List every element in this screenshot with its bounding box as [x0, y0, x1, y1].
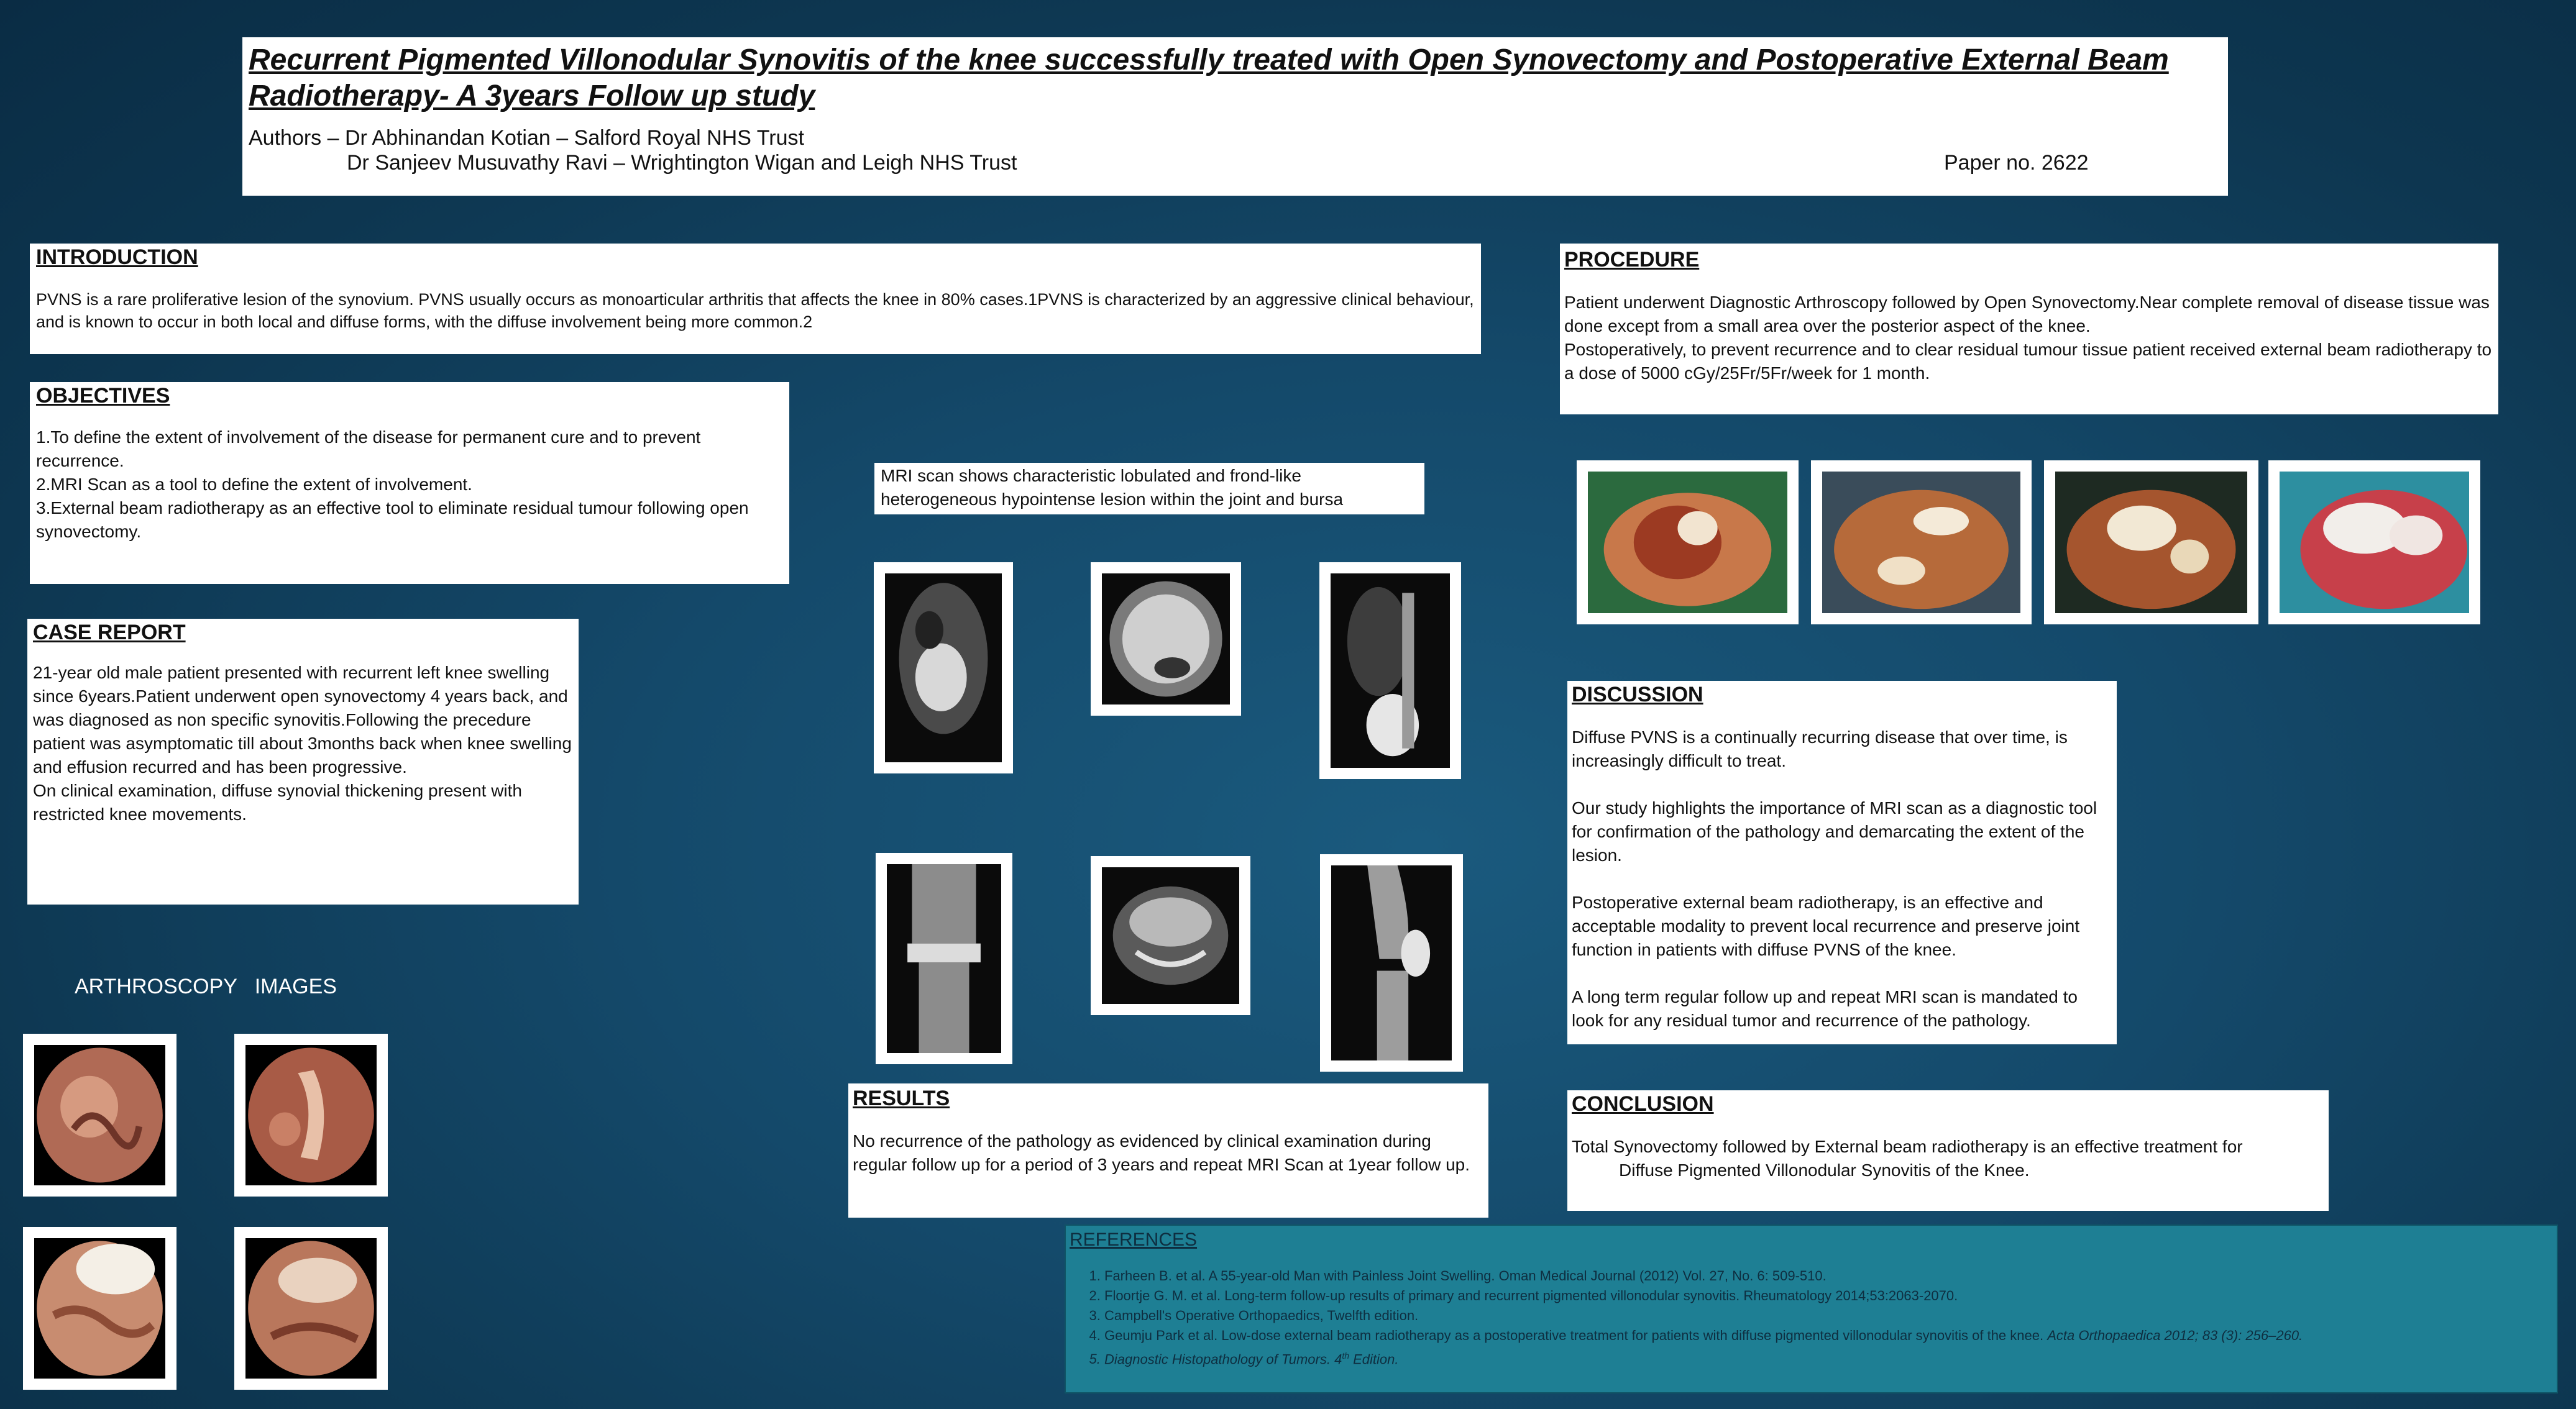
case-report-text: 21-year old male patient presented with recurrent left knee swelling since 6years.Patient underwent open synovectomy 4 years back, and was diagnosed as non specific synovitis.Following the precedure patient was asymptomatic till about 3months back when knee swelling and effusion recurred and has been progressive. On clinical examination, diffuse synovial thickening present with restricted knee movements. [33, 663, 572, 824]
mri-scan-icon [1102, 573, 1230, 704]
procedure-title: PROCEDURE [1564, 248, 1700, 271]
case-report-panel [27, 619, 579, 905]
reference-text-tail: Edition. [1349, 1351, 1399, 1367]
reference-item: 2. Floortje G. M. et al. Long-term follow-up results of primary and recurrent pigmented villonodular synovitis. Rheumatology 2014;53:2063-2070. [1104, 1286, 2553, 1306]
objectives-text: 1.To define the extent of involvement of the disease for permanent cure and to prevent recurrence. 2.MRI Scan as a tool to define the extent of involvement. 3.External beam radiotherapy as an effective tool to eliminate residual tumour following open synovectomy. [36, 427, 749, 541]
conclusion-line-1: Total Synovectomy followed by External beam radiotherapy is an effective treatment for [1572, 1137, 2243, 1156]
mri-image-6 [1320, 854, 1463, 1072]
references-title: REFERENCES [1070, 1229, 1198, 1250]
arthroscopy-image-3 [23, 1227, 176, 1390]
results-text: No recurrence of the pathology as evidenced by clinical examination during regular follow up for a period of 3 years and repeat MRI Scan at 1year follow up. [853, 1131, 1470, 1174]
mri-image-3 [1319, 562, 1461, 779]
discussion-title: DISCUSSION [1572, 683, 1703, 706]
arthroscopy-heading: ARTHROSCOPY IMAGES [75, 975, 337, 998]
reference-text: Diagnostic Histopathology of Tumors. 4 [1104, 1351, 1342, 1367]
discussion-panel [1567, 681, 2117, 1044]
introduction-panel [30, 244, 1481, 354]
mri-scan-icon [887, 864, 1001, 1053]
reference-item: 1. Farheen B. et al. A 55-year-old Man with Painless Joint Swelling. Oman Medical Journal (2012) Vol. 27, No. 6: 509-510. [1104, 1266, 2553, 1286]
introduction-title: INTRODUCTION [36, 245, 198, 269]
mri-image-4 [876, 853, 1012, 1064]
surgical-photo-icon [2280, 472, 2469, 613]
reference-journal: Acta Orthopaedica 2012; 83 (3): 256–260. [2047, 1328, 2303, 1343]
procedure-panel [1560, 244, 2498, 414]
arthroscopy-view-icon [245, 1238, 377, 1379]
mri-scan-icon [1331, 865, 1452, 1060]
surgical-photo-icon [1822, 472, 2020, 613]
mri-image-2 [1091, 562, 1241, 716]
surgical-photo-icon [1588, 472, 1787, 613]
reference-superscript: th [1342, 1351, 1350, 1361]
objectives-panel [30, 382, 789, 584]
procedure-text: Patient underwent Diagnostic Arthroscopy followed by Open Synovectomy.Near complete removal of disease tissue was done except from a small area over the posterior aspect of the knee. Postoperatively, to prevent recurrence and to clear residual tumour tissue patient received external beam radiotherapy to a dose of 5000 cGy/25Fr/5Fr/week for 1 month. [1564, 293, 2492, 383]
authors-line-1: Authors – Dr Abhinandan Kotian – Salford Royal NHS Trust [249, 126, 804, 150]
operative-image-4 [2268, 460, 2480, 624]
poster-title: Recurrent Pigmented Villonodular Synovitis of the knee successfully treated with Open Synovectomy and Postoperative External Beam Radiotherapy- A 3years Follow up study [249, 43, 2169, 112]
mri-image-1 [874, 562, 1013, 773]
mri-caption: MRI scan shows characteristic lobulated and frond-like heterogeneous hypointense lesion within the joint and bursa [881, 466, 1344, 509]
reference-text: Geumju Park et al. Low-dose external beam radiotherapy as a postoperative treatment for patients with diffuse pigmented villonodular synovitis of the knee. [1104, 1328, 2048, 1343]
arthroscopy-image-2 [234, 1034, 388, 1197]
objectives-title: OBJECTIVES [36, 384, 170, 408]
conclusion-line-2: Diffuse Pigmented Villonodular Synovitis of the Knee. [1619, 1160, 2030, 1180]
mri-scan-icon [1102, 867, 1239, 1004]
reference-item [1104, 1346, 2553, 1369]
introduction-text: PVNS is a rare proliferative lesion of the synovium. PVNS usually occurs as monoarticular arthritis that affects the knee in 80% cases.1PVNS is characterized by an aggressive clinical behaviour, and is known to occur in both local and diffuse forms, with the diffuse involvement being more common.2 [36, 290, 1474, 331]
arthroscopy-image-1 [23, 1034, 176, 1197]
arthroscopy-view-icon [34, 1238, 165, 1379]
mri-scan-icon [1331, 573, 1450, 768]
arthroscopy-view-icon [34, 1045, 165, 1185]
authors-line-2: Dr Sanjeev Musuvathy Ravi – Wrightington Wigan and Leigh NHS Trust [347, 151, 1017, 175]
case-report-title: CASE REPORT [33, 621, 186, 644]
reference-item [1104, 1326, 2553, 1346]
mri-scan-icon [885, 573, 1002, 762]
paper-number: Paper no. 2622 [1944, 151, 2089, 175]
discussion-text: Diffuse PVNS is a continually recurring disease that over time, is increasingly difficult to treat. Our study highlights the importance of MRI scan as a diagnostic tool for confirmation of the pathology and demarcating the extent of the lesion. Postoperative external beam radiotherapy, is an effective and acceptable modality to prevent local recurrence and preserve joint function in patients with diffuse PVNS of the knee. A long term regular follow up and repeat MRI scan is mandated to look for any residual tumor and recurrence of the pathology. [1572, 727, 2097, 1030]
title-banner [242, 37, 2228, 196]
conclusion-panel [1567, 1090, 2329, 1211]
operative-image-3 [2044, 460, 2258, 624]
mri-caption-box [874, 463, 1424, 514]
conclusion-title: CONCLUSION [1572, 1092, 1714, 1116]
operative-image-2 [1811, 460, 2032, 624]
results-panel [848, 1083, 1488, 1218]
operative-image-1 [1577, 460, 1799, 624]
results-title: RESULTS [853, 1087, 950, 1110]
references-panel [1065, 1224, 2558, 1393]
arthroscopy-view-icon [245, 1045, 377, 1185]
arthroscopy-image-4 [234, 1227, 388, 1390]
reference-item: 3. Campbell's Operative Orthopaedics, Twelfth edition. [1104, 1306, 2553, 1326]
surgical-photo-icon [2055, 472, 2247, 613]
mri-image-5 [1091, 856, 1250, 1015]
references-list [1070, 1266, 2553, 1369]
